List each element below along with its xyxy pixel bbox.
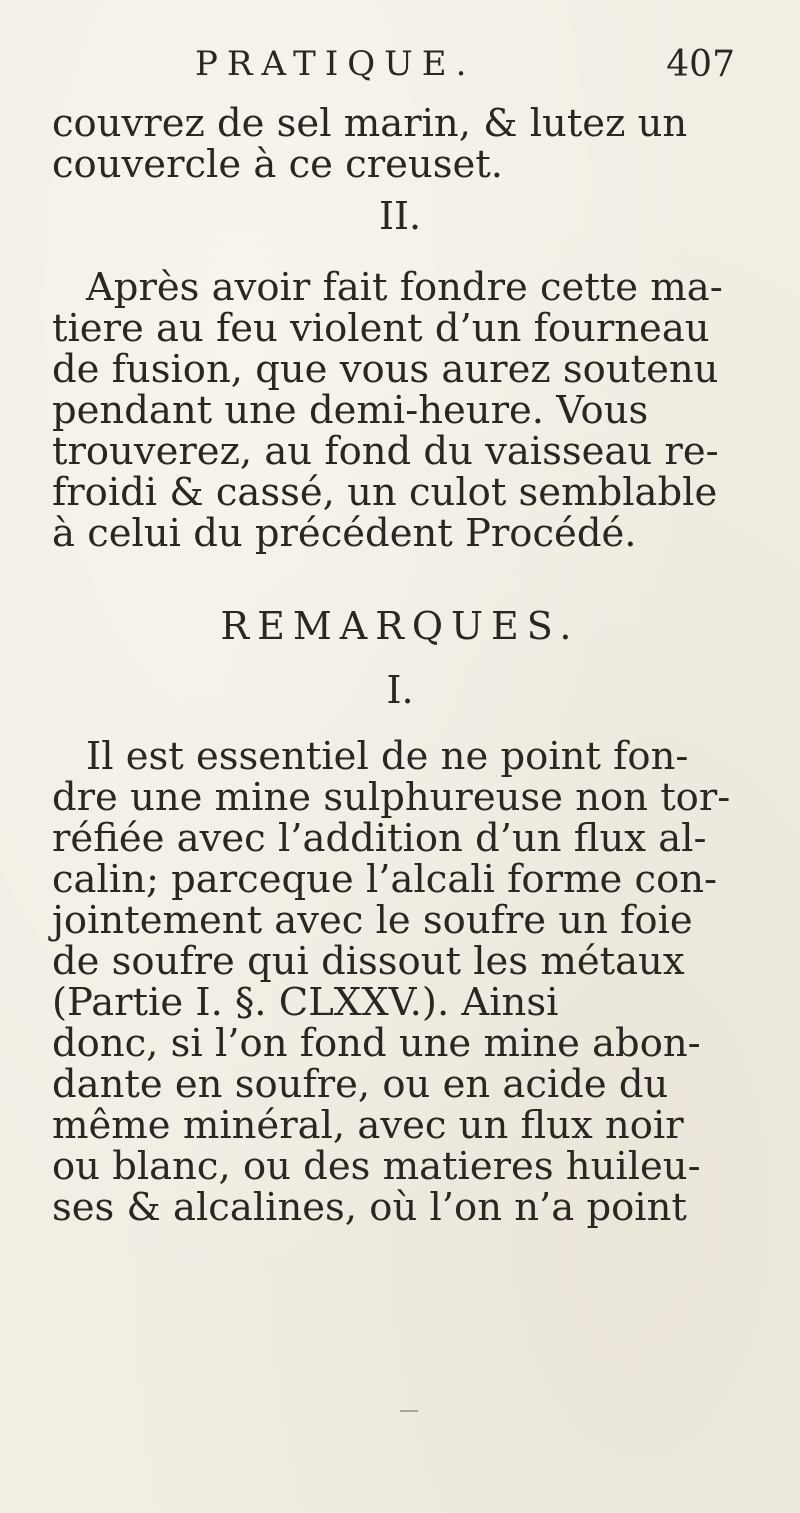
section-title: REMARQUES. <box>220 604 580 648</box>
text-line: trouverez, au fond du vaisseau re- <box>52 429 719 474</box>
text-line: jointement avec le soufre un foie <box>52 898 693 943</box>
text-line: pendant une demi-heure. Vous <box>52 388 649 433</box>
text-line: ou blanc, ou des matieres huileu- <box>52 1144 701 1189</box>
printer-mark <box>400 1410 418 1412</box>
text-line: de fusion, que vous aurez soutenu <box>52 347 719 392</box>
text-line: même minéral, avec un flux noir <box>52 1103 684 1148</box>
text-line: donc, si l’on fond une mine abon- <box>52 1021 701 1066</box>
section-numeral: II. <box>378 194 422 238</box>
text-line: couvrez de sel marin, & lutez un <box>52 101 688 146</box>
running-head: PRATIQUE. <box>195 44 476 84</box>
page-header <box>195 44 735 96</box>
text-line: dante en soufre, ou en acide du <box>52 1062 669 1107</box>
paragraph-first-line: Après avoir fait fondre cette ma- <box>86 265 723 310</box>
text-line: (Partie I. §. CLXXV.). Ainsi <box>52 980 559 1025</box>
section-numeral: I. <box>386 668 414 712</box>
text-line: de soufre qui dissout les métaux <box>52 939 685 984</box>
page-number: 407 <box>666 44 735 85</box>
text-line: réfiée avec l’addition d’un flux al- <box>52 816 707 861</box>
paragraph-first-line: Il est essentiel de ne point fon- <box>86 734 689 779</box>
text-line: couvercle à ce creuset. <box>52 142 503 187</box>
text-line: ses & alcalines, où l’on n’a point <box>52 1185 687 1230</box>
text-line: calin; parceque l’alcali forme con- <box>52 857 718 902</box>
text-line: à celui du précédent Procédé. <box>52 511 637 556</box>
text-line: tiere au feu violent d’un fourneau <box>52 306 710 351</box>
text-line: dre une mine sulphureuse non tor- <box>52 775 731 820</box>
text-line: froidi & cassé, un culot semblable <box>52 470 718 515</box>
